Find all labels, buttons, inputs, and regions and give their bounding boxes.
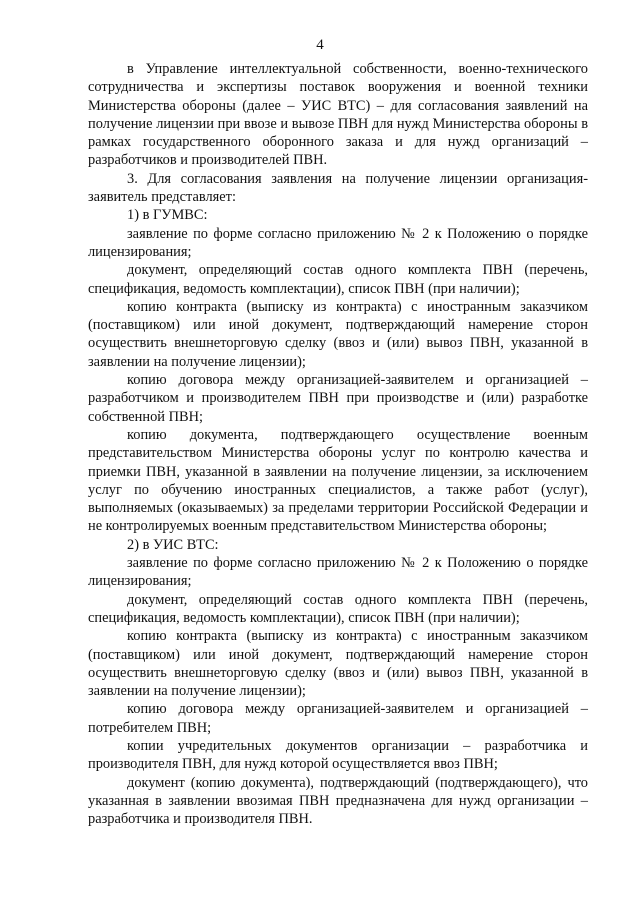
- paragraph-uis-vts-intro: в Управление интеллектуальной собственности, военно-технического сотрудничества и экспертизы поставок вооружения и военной техники Министерства обороны (далее – УИС ВТС) – для согласования заявлений на получение лицензии при ввозе и вывозе ПВН для нужд Министерства обороны в рамках государственного оборонного заказа и для нужд организаций – разработчиков и производителей ПВН.: [88, 61, 588, 169]
- list-item-founding-documents: копии учредительных документов организации – разработчика и производителя ПВН, для нужд которой осуществляется ввоз ПВН;: [88, 737, 588, 773]
- list-item-kit-document: документ, определяющий состав одного комплекта ПВН (перечень, спецификация, ведомость комплектации), список ПВН (при наличии);: [88, 591, 588, 626]
- subheading-gumvs: 1) в ГУМВС:: [127, 207, 208, 224]
- list-item-contract-copy: копию контракта (выписку из контракта) с иностранным заказчиком (поставщиком) или иной документ, подтверждающий намерение сторон осуществить внешнеторговую сделку (ввоз и (или) вывоз ПВН, указанной в заявлении на получение лицензии);: [88, 628, 588, 700]
- list-item-application: заявление по форме согласно приложению № 2 к Положению о порядке лицензирования;: [88, 225, 588, 260]
- list-item-kit-document: документ, определяющий состав одного комплекта ПВН (перечень, спецификация, ведомость комплектации), список ПВН (при наличии);: [88, 262, 588, 297]
- list-item-agreement-copy: копию договора между организацией-заявителем и организацией – разработчиком и производителем ПВН при производстве и (или) разработке собственной ПВН;: [88, 372, 588, 425]
- list-item-contract-copy: копию контракта (выписку из контракта) с иностранным заказчиком (поставщиком) или иной документ, подтверждающий намерение сторон осуществить внешнеторговую сделку (ввоз и (или) вывоз ПВН, указанной в заявлении на получение лицензии);: [88, 298, 588, 370]
- subheading-uis-vts: 2) в УИС ВТС:: [127, 536, 219, 553]
- document-body: [88, 60, 588, 828]
- list-item-consumer-agreement-copy: копию договора между организацией-заявителем и организацией – потребителем ПВН;: [88, 701, 588, 736]
- list-item-purpose-confirmation: документ (копию документа), подтверждающий (подтверждающего), что указанная в заявлении ввозимая ПВН предназначена для нужд организации – разработчика и производителя ПВН.: [88, 774, 588, 828]
- list-item-application: заявление по форме согласно приложению № 2 к Положению о порядке лицензирования;: [88, 555, 588, 590]
- page-number: 4: [316, 37, 324, 53]
- list-item-quality-control-document: копию документа, подтверждающего осуществление военным представительством Министерства обороны услуг по контролю качества и приемки ПВН, указанной в заявлении на получение лицензии, за исключением услуг по обучению иностранных специалистов, а также работ (услуг), выполняемых (оказываемых) за пределами территории Российской Федерации и не контролируемых военным представительством Министерства обороны;: [88, 426, 588, 535]
- paragraph-item-3: 3. Для согласования заявления на получение лицензии организация-заявитель представляет:: [88, 170, 588, 206]
